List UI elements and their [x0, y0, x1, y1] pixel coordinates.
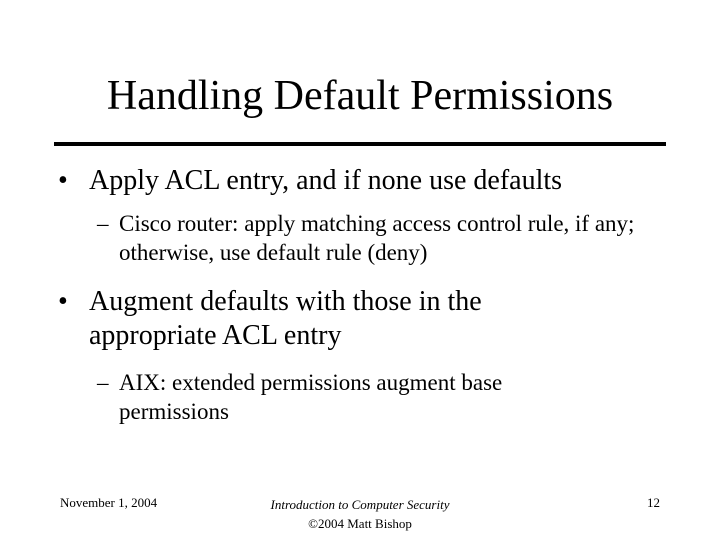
title-divider [54, 142, 666, 146]
sub-bullet-text: AIX: extended permissions augment base permissions [119, 370, 503, 424]
footer-course-title: Introduction to Computer Security [270, 497, 450, 512]
bullet-text: Augment defaults with those in the appropriate ACL entry [89, 286, 482, 351]
footer-course-info [230, 495, 490, 533]
bullet-marker: • [58, 165, 68, 196]
sub-bullet-marker: – [97, 370, 109, 395]
sub-bullet-text: Cisco router: apply matching access control rule, if any; otherwise, use default rule (deny) [119, 211, 635, 265]
footer-copyright: ©2004 Matt Bishop [308, 516, 412, 531]
sub-bullet-item [97, 368, 677, 426]
bullet-item [58, 164, 678, 198]
footer-date: November 1, 2004 [60, 495, 158, 510]
sub-bullet-item [97, 209, 677, 267]
sub-bullet-marker: – [97, 211, 109, 236]
bullet-item [58, 285, 678, 353]
bullet-text: Apply ACL entry, and if none use defaults [89, 165, 563, 196]
footer-page-number: 12 [647, 495, 660, 510]
bullet-marker: • [58, 286, 68, 317]
slide-title: Handling Default Permissions [106, 73, 614, 119]
